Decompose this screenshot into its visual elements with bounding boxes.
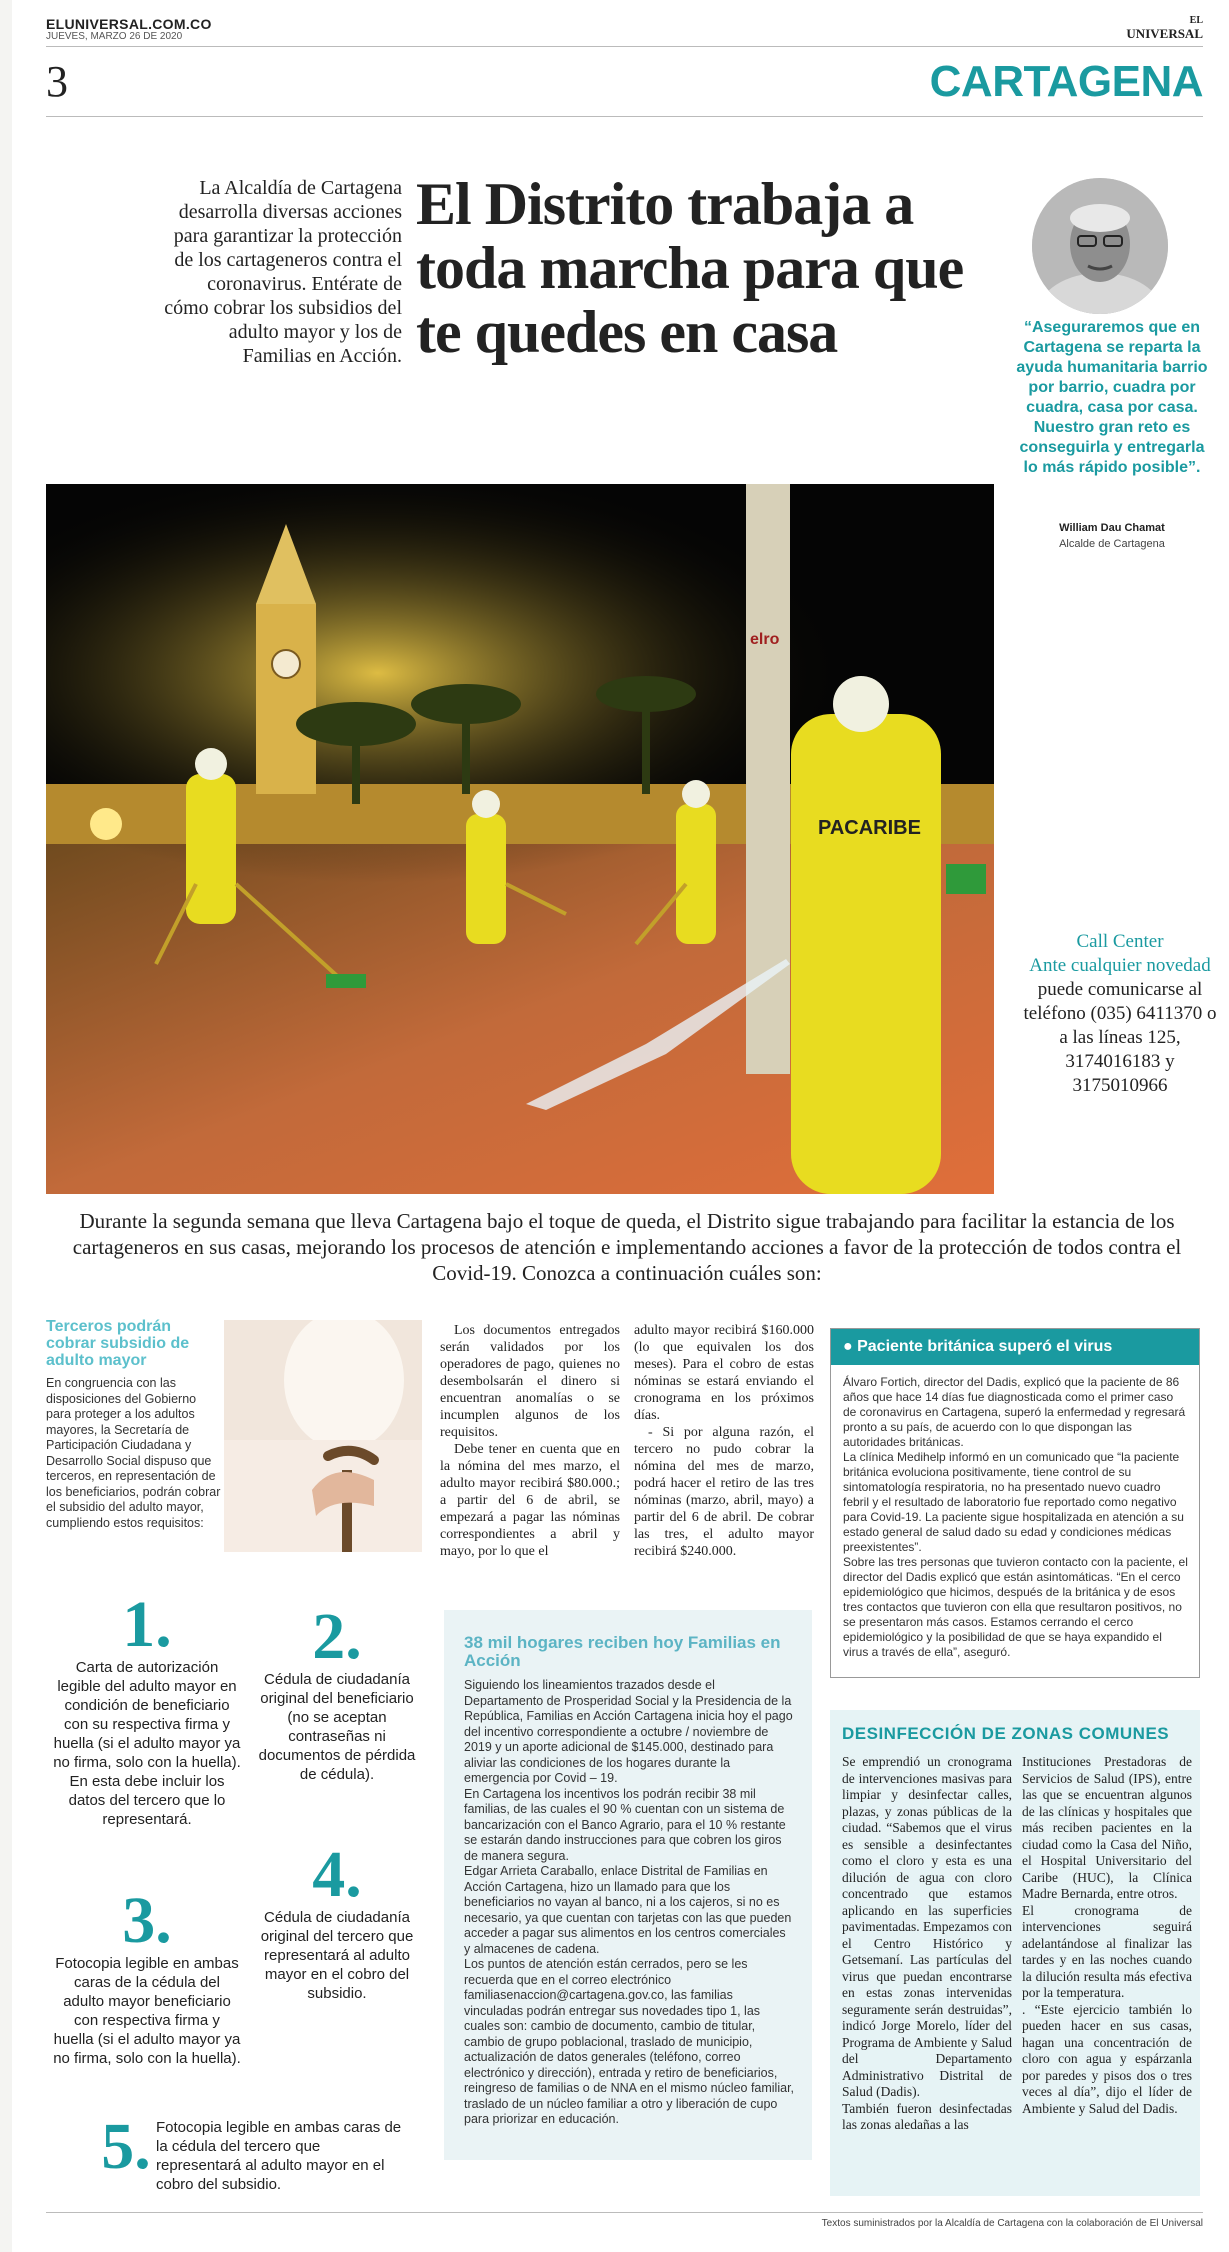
desinfeccion-paragraph: . “Este ejercicio también lo pueden hacer en sus casas, hagan una concentración de cloro con agua y espárzanla por paredes y pisos dos o tres veces al día”, dijo el líder de Ambiente y Salud del Dadis. [1022,2001,1192,2116]
familias-en-accion-box [444,1610,812,2160]
requisito-4 [252,1838,422,2003]
footer-rule [46,2212,1203,2213]
quote-author-role: Alcalde de Cartagena [1059,538,1165,550]
call-center-box [1022,930,1218,1098]
desinfeccion-paragraph: Se emprendió un cronograma de intervenciones masivas para limpiar y desinfectar calles, plazas, y zonas públicas de la ciudad. “Sabemos que el virus es sensible a desinfectantes como el cloro y esta es una dilución de agua con cloro concentrado que estamos aplicando en las superficies pavimentadas. Empezamos con el Centro Histórico y Getsemaní. Las partículas del virus que puedan encontrarse en estas zonas intervenidas seguramente serán destruidas”, indicó Jorge Morelo, líder del Programa de Ambiente y Salud del Departamento Administrativo Distrital de Salud (Dadis). [842,1754,1012,2099]
call-center-title: Call Center [1076,931,1164,952]
col3-paragraph: Los documentos entregados serán validados por los operadores de pago, quienes no desembolsarán el dinero si encuentran anomalías o se incumplen algunos de los requisitos. [440,1323,620,1440]
paciente-header [831,1329,1199,1365]
familias-paragraph: Siguiendo los lineamientos trazados desde el Departamento de Prosperidad Social y la Presidencia de la República, Familias en Acción Cartagena inicia hoy el pago del incentivo correspondiente a octubre / noviembre de 2019 y un aporte adicional de $145.000, destinado para aliviar las condiciones de los hogares durante la emergencia por Covid – 19. [464,1678,793,1785]
mayor-quote: “Aseguraremos que en Cartagena se reparta la ayuda humanitaria barrio por barrio, cuadra por cuadra, casa por casa. Nuestro gran reto es conseguirla y entregarla lo más rápido posible”. [1016,319,1208,476]
col3-paragraph: Debe tener en cuenta que en la nómina del mes marzo, el adulto mayor recibirá $80.000.; a partir del 6 de abril, se empezará a pagar las nóminas correspondientes a abril y mayo, por lo que el [440,1442,620,1559]
desinfeccion-col2 [1022,1754,1192,2117]
desinfeccion-paragraph: También fueron desinfectadas las zonas aledañas a las [842,2100,1012,2132]
call-center-text: puede comunicarse al teléfono (035) 6411370 o a las líneas 125, 3174016183 y 3175010966 [1023,979,1217,1096]
desinfeccion-title: DESINFECCIÓN DE ZONAS COMUNES [842,1724,1170,1743]
site-url: ELUNIVERSAL.COM.CO [46,16,212,32]
intro-paragraph: Durante la segunda semana que lleva Cartagena bajo el toque de queda, el Distrito sigue trabajando para facilitar la estancia de los cartageneros en sus casas, mejorando los procesos de atención e implementando acciones a favor de la protección de todos contra el Covid-19. Conozca a continuación cuáles son: [72,1209,1182,1285]
requisito-5-text: Fotocopia legible en ambas caras de la cédula del tercero que representará al adulto mayor en el cobro del subsidio. [156,2119,402,2193]
terceros-title: Terceros podrán cobrar subsidio de adulto mayor [46,1318,190,1369]
header-rule [46,46,1203,47]
terceros-body: En congruencia con las disposiciones del Gobierno para proteger a los adultos mayores, la Secretaría de Participación Ciudadana y Desarrollo Social dispuso que terceros, en representación de los beneficiarios, podrán cobrar el subsidio del adulto mayor, cumpliendo estos requisitos: [46,1376,221,1530]
requisito-text: Carta de autorización legible del adulto mayor en condición de beneficiario con su respectiva firma y huella (si el adulto mayor ya no firma, solo con la huella). En esta debe incluir los datos del tercero que lo representará. [53,1659,241,1828]
main-photo-disinfection-workers [46,484,994,1194]
requisito-2 [252,1600,422,1784]
brand-line2: UNIVERSAL [1126,26,1203,41]
familias-paragraph: Los puntos de atención están cerrados, pero se les recuerda que en el correo electrónico familiasenaccion@cartagena.gov.co, las familias vinculadas podrán entregar sus novedades tipo 1, las cuales son: cambio de documento, cambio de titular, cambio de grupo poblacional, traslado de municipio, actualización de datos generales (teléfono, correo electrónico y dirección), entrada y retiro de beneficiarios, reingreso de familias o de NNA en el mismo núcleo familiar, traslado de un núcleo familiar a otro y liberación de cupo para priorizar en educación. [464,1957,795,2126]
requisito-1 [52,1588,242,1829]
familias-paragraph: En Cartagena los incentivos los podrán recibir 38 mil familias, de las cuales el 90 % cuentan con un sistema de bancarización con el Banco Agrario, para el 10 % restante se estarán dando instrucciones para que cobren los giros de manera segura. [464,1786,786,1863]
lead-paragraph: La Alcaldía de Cartagena desarrolla diversas acciones para garantizar la protección de los cartageneros contra el coronavirus. Entérate de cómo cobrar los subsidios del adulto mayor y los de Familias en Acción. [164,177,402,367]
requisito-number: 3. [122,1884,172,1957]
requisito-text: Cédula de ciudadanía original del tercero que representará al adulto mayor en el cobro del subsidio. [260,1909,414,2002]
elderly-hands-photo [224,1320,422,1552]
desinfeccion-paragraph: El cronograma de intervenciones seguirá adelantándose al finalizar las tardes y en las noches cuando la dilución resulta más efectiva por la temperatura. [1022,1902,1192,2000]
requisito-text: Fotocopia legible en ambas caras de la cédula del adulto mayor beneficiario con respectiva firma y huella (si el adulto mayor ya no firma, solo con la huella). [53,1955,241,2067]
requisito-number: 5. [101,2110,151,2183]
paciente-britanica-box [830,1328,1200,1678]
requisito-number: 2. [312,1600,362,1673]
newspaper-page [12,0,1229,2252]
desinfeccion-box [830,1710,1200,2196]
page-number: 3 [46,57,68,106]
paciente-title: Paciente británica superó el virus [857,1338,1113,1355]
issue-date: JUEVES, MARZO 26 DE 2020 [46,31,183,42]
adulto-mayor-col2 [634,1322,814,1560]
familias-body [464,1678,794,2128]
col4-paragraph: - Si por alguna razón, el tercero no pudo cobrar la nómina del mes de marzo, podrá hacer el retiro de las tres nóminas (marzo, abril, mayo) a partir del 6 de abril. De cobrar las tres, el adulto mayor recibirá $240.000. [634,1425,814,1559]
familias-title: 38 mil hogares reciben hoy Familias en Acción [464,1633,781,1670]
paciente-paragraph: Sobre las tres personas que tuvieron contacto con la paciente, el director del Dadis explicó que están asintomáticas. “En el cerco epidemiológico que hicimos, después de la británica y de esos tres contactos que tuvieron con ella que resultaron positivos, no se presentaron más casos. Estamos cerrando el cerco epidemiológico y la posibilidad de que se haya expandido el virus a través de ella”, aseguró. [843,1555,1188,1659]
familias-paragraph: Edgar Arrieta Caraballo, enlace Distrital de Familias en Acción Cartagena, hizo un llamado para que los beneficiarios no vayan al banco, ni a los cajeros, si no es necesario, ya que cuentan con tarjetas con las que pueden acceder a pagar sus alimentos en los centros comerciales y almacenes de cadena. [464,1864,792,1956]
paciente-paragraph: Álvaro Fortich, director del Dadis, explicó que la paciente de 86 años que hace 14 días fue diagnosticada como el primer caso de coronavirus en Cartagena, superó la enfermedad y regresará pronto a su país, de acuerdo con lo que dispongan las autoridades británicas. [843,1375,1186,1449]
requisito-number: 1. [122,1588,172,1661]
col4-paragraph: adulto mayor recibirá $160.000 (lo que equivalen los dos meses). Para el cobro de estas nóminas se estará enviando el cronograma en los próximos días. [634,1323,814,1423]
section-rule [46,116,1203,117]
vest-text: PACARIBE [818,817,921,839]
paciente-paragraph: La clínica Medihelp informó en un comunicado que “la paciente británica evoluciona positivamente, tiene control de su sintomatología respiratoria, no ha presentado nuevo cuadro febril y el resultado de laboratorio fue reportado como negativo para Covid-19. La paciente sigue hospitalizada en atención a su estado general de salud dado su edad y condiciones médicas preexistentes”. [843,1450,1184,1554]
headline: El Distrito trabaja a toda marcha para que te quedes en casa [416,171,964,365]
quote-author: William Dau Chamat [1059,522,1165,534]
paciente-body [843,1375,1189,1660]
brand-logo [1123,14,1203,40]
requisito-5-number-wrap [96,2110,156,2183]
desinfeccion-col1 [842,1754,1012,2134]
bullet-icon: ● [843,1338,858,1355]
pole-sign-text: elro [750,631,780,648]
desinfeccion-paragraph: Instituciones Prestadoras de Servicios de Salud (IPS), entre las que se encuentran algunos de las clínicas y hospitales que más reciben pacientes en la ciudad como la Casa del Niño, el Hospital Universitario del Caribe (HUC), la Clínica Madre Bernarda, entre otros. [1022,1754,1192,1901]
requisito-number: 4. [312,1838,362,1911]
brand-line1: EL [1189,15,1203,26]
mayor-portrait [1032,178,1168,314]
adulto-mayor-col1 [440,1322,620,1560]
footer-credit: Textos suministrados por la Alcaldía de Cartagena con la colaboración de El Universal [821,2218,1203,2229]
section-title: CARTAGENA [929,57,1203,106]
requisito-text: Cédula de ciudadanía original del beneficiario (no se aceptan contraseñas ni documentos de pérdida de cédula). [258,1671,416,1783]
requisito-3 [52,1884,242,2068]
call-center-subtitle: Ante cualquier novedad [1029,955,1211,976]
